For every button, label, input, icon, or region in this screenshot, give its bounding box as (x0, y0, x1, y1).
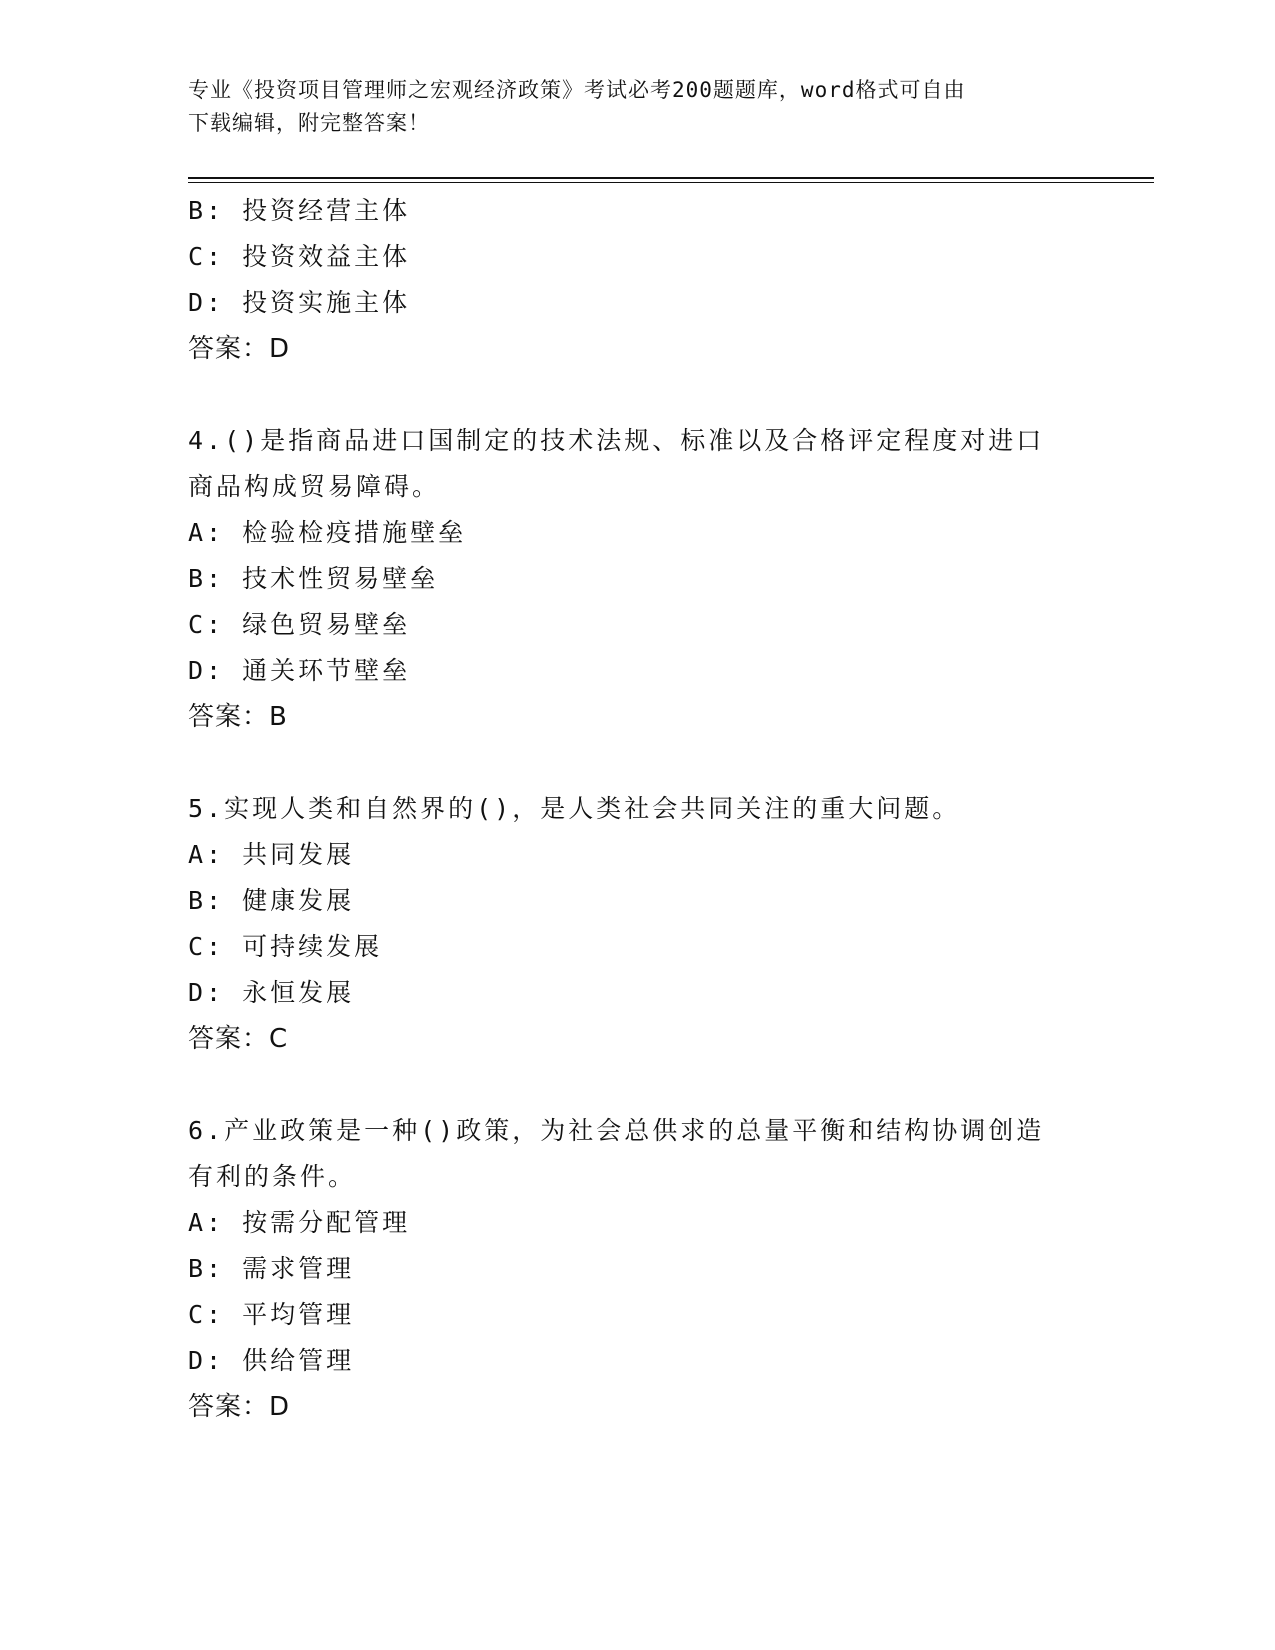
spacer (188, 740, 1088, 786)
question-4 (188, 418, 1088, 740)
header-rule-thin (188, 182, 1154, 183)
spacer (188, 1062, 1088, 1108)
question-stem-line-2: 有利的条件。 (188, 1162, 357, 1191)
document-header (188, 74, 1068, 140)
option-a: A: 共同发展 (188, 840, 355, 869)
option-d: D: 供给管理 (188, 1346, 355, 1375)
option-d: D: 投资实施主体 (188, 288, 411, 317)
question-stem-line-2: 商品构成贸易障碍。 (188, 472, 441, 501)
option-b: B: 投资经营主体 (188, 196, 411, 225)
option-d: D: 永恒发展 (188, 978, 355, 1007)
answer: 答案：C (188, 1024, 289, 1054)
question-5 (188, 786, 1088, 1062)
answer: 答案：D (188, 334, 291, 364)
option-c: C: 可持续发展 (188, 932, 383, 961)
question-list (188, 188, 1088, 1430)
question-stem-line-1: 6.产业政策是一种()政策，为社会总供求的总量平衡和结构协调创造 (188, 1116, 1045, 1145)
option-d: D: 通关环节壁垒 (188, 656, 411, 685)
option-a: A: 按需分配管理 (188, 1208, 411, 1237)
option-c: C: 投资效益主体 (188, 242, 411, 271)
question-3-partial (188, 188, 1088, 372)
option-b: B: 技术性贸易壁垒 (188, 564, 439, 593)
question-6 (188, 1108, 1088, 1430)
option-b: B: 需求管理 (188, 1254, 355, 1283)
answer: 答案：B (188, 702, 288, 732)
question-stem-line-1: 4.()是指商品进口国制定的技术法规、标准以及合格评定程度对进口 (188, 426, 1045, 455)
option-b: B: 健康发展 (188, 886, 355, 915)
header-rule-thick (188, 177, 1154, 179)
header-line-1: 专业《投资项目管理师之宏观经济政策》考试必考200题题库，word格式可自由 (188, 78, 966, 102)
answer: 答案：D (188, 1392, 291, 1422)
option-a: A: 检验检疫措施壁垒 (188, 518, 467, 547)
question-stem-line-1: 5.实现人类和自然界的()，是人类社会共同关注的重大问题。 (188, 794, 961, 823)
option-c: C: 平均管理 (188, 1300, 355, 1329)
option-c: C: 绿色贸易壁垒 (188, 610, 411, 639)
spacer (188, 372, 1088, 418)
header-line-2: 下载编辑，附完整答案！ (188, 111, 430, 135)
